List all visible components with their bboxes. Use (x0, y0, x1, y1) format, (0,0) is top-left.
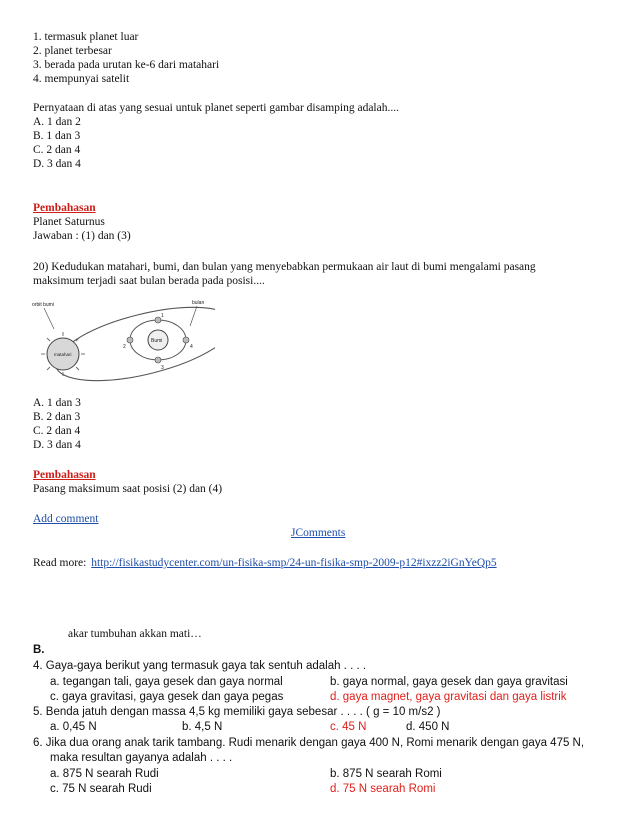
q4-option-c: c. gaya gravitasi, gaya gesek dan gaya pegas (50, 691, 284, 703)
q19-item-4: 4. mempunyai satelit (33, 73, 130, 85)
q6-option-c: c. 75 N searah Rudi (50, 783, 152, 795)
read-more-label: Read more: (33, 557, 87, 569)
q19-item-3: 3. berada pada urutan ke-6 dari matahari (33, 59, 220, 71)
q19-option-a: A. 1 dan 2 (33, 116, 81, 128)
q20-question-line1: 20) Kedudukan matahari, bumi, dan bulan yang menyebabkan permukaan air laut di bumi mengalami pasang (33, 261, 536, 273)
q5-option-c: c. 45 N (330, 721, 367, 733)
q20-option-b: B. 2 dan 3 (33, 411, 81, 423)
q6-option-a: a. 875 N searah Rudi (50, 768, 159, 780)
q6-question-line1: 6. Jika dua orang anak tarik tambang. Rudi menarik dengan gaya 400 N, Romi menarik dengan gaya 475 N, (33, 737, 585, 749)
q19-option-c: C. 2 dan 4 (33, 144, 81, 156)
q19-item-1: 1. termasuk planet luar (33, 31, 139, 43)
sun-label: matahari (54, 352, 72, 357)
jcomments-link[interactable]: JComments (291, 527, 346, 539)
moon-label: bulan (192, 300, 205, 306)
q20-option-c: C. 2 dan 4 (33, 425, 81, 437)
q4-option-d: d. gaya magnet, gaya gravitasi dan gaya listrik (330, 691, 567, 703)
read-more (33, 556, 497, 570)
q4-question: 4. Gaya-gaya berikut yang termasuk gaya tak sentuh adalah . . . . (33, 660, 367, 672)
q5-question: 5. Benda jatuh dengan massa 4,5 kg memiliki gaya sebesar . . . . ( g = 10 m/s2 ) (33, 706, 441, 718)
q20-answer: Pasang maksimum saat posisi (2) dan (4) (33, 483, 223, 495)
q20-discussion-heading: Pembahasan (33, 469, 96, 481)
orbit-label: orbit bumi (32, 302, 54, 308)
q6-option-d: d. 75 N searah Romi (330, 783, 436, 795)
q20-option-d: D. 3 dan 4 (33, 439, 81, 451)
q6-option-b: b. 875 N searah Romi (330, 768, 442, 780)
read-more-url-link[interactable]: http://fisikastudycenter.com/un-fisika-smp/24-un-fisika-smp-2009-p12#ixzz2iGnYeQp5 (91, 557, 497, 569)
orbit-label-leader (44, 308, 54, 329)
q6-question-line2: maka resultan gayanya adalah . . . . (50, 752, 233, 764)
moon-pos-2: 2 (123, 344, 126, 350)
q20-question-line2: maksimum terjadi saat bulan berada pada posisi.... (33, 275, 265, 287)
sun-earth-moon-diagram (30, 296, 215, 386)
section-b-intro: akar tumbuhan akkan mati… (68, 628, 202, 640)
q20-option-a: A. 1 dan 3 (33, 397, 81, 409)
moon-position-2-icon (127, 337, 133, 343)
moon-label-leader (190, 306, 197, 326)
moon-pos-4: 4 (190, 344, 193, 350)
q19-answer-planet: Planet Saturnus (33, 216, 105, 228)
moon-pos-3: 3 (161, 365, 164, 371)
earth-label: Bumi (151, 338, 163, 344)
q4-option-a: a. tegangan tali, gaya gesek dan gaya normal (50, 676, 283, 688)
q5-option-a: a. 0,45 N (50, 721, 97, 733)
moon-position-3-icon (155, 357, 161, 363)
moon-pos-1: 1 (161, 313, 164, 319)
add-comment-link[interactable]: Add comment (33, 513, 99, 525)
q19-option-d: D. 3 dan 4 (33, 158, 81, 170)
q19-option-b: B. 1 dan 3 (33, 130, 81, 142)
q5-option-d: d. 450 N (406, 721, 450, 733)
q19-answer: Jawaban : (1) dan (3) (33, 230, 131, 242)
section-b-heading: B. (33, 644, 45, 656)
q5-option-b: b. 4,5 N (182, 721, 223, 733)
moon-position-4-icon (183, 337, 189, 343)
q19-question: Pernyataan di atas yang sesuai untuk planet seperti gambar disamping adalah.... (33, 102, 399, 114)
q4-option-b: b. gaya normal, gaya gesek dan gaya gravitasi (330, 676, 568, 688)
q19-discussion-heading: Pembahasan (33, 202, 96, 214)
q19-item-2: 2. planet terbesar (33, 45, 112, 57)
